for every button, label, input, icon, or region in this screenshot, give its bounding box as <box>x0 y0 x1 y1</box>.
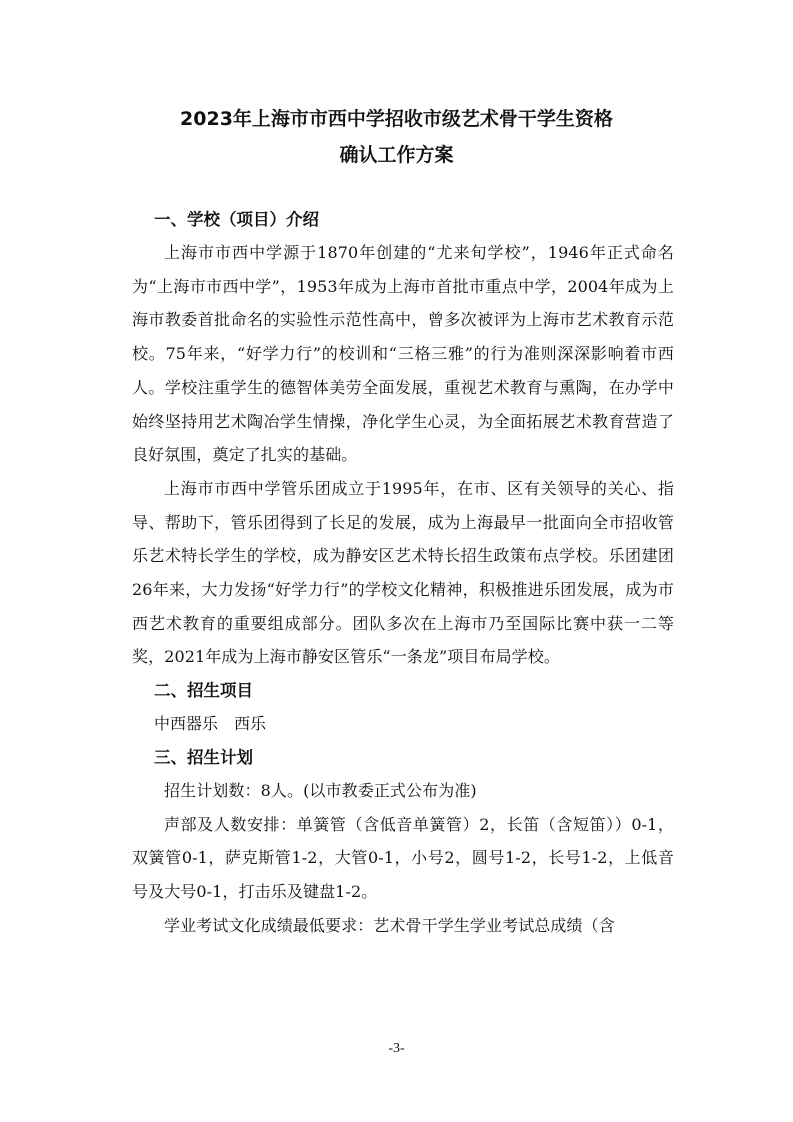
paragraph-score-requirement: 学业考试文化成绩最低要求：艺术骨干学生学业考试总成绩（含 <box>164 915 615 935</box>
programs-line: 中西器乐 西乐 <box>154 714 267 734</box>
paragraph-school-history: 上海市市西中学源于1870年创建的“尤来旬学校”，1946年正式命名为“上海市市西中学”，1953年成为上海市首批市重点中学，2004年成为上海市教委首批命名的实验性示范性高中，曾多次被评为上海市艺术教育示范校。75年来，“好学力行”的校训和“三格三雅”的行为准则深深影响着市西人。学校注重学生的德智体美劳全面发展，重视艺术教育与熏陶，在办学中始终坚持用艺术陶冶学生情操，净化学生心灵，为全面拓展艺术教育营造了良好氛围，奠定了扎实的基础。 <box>132 243 674 465</box>
section-heading-programs: 二、招生项目 <box>154 681 253 701</box>
page-number: -3- <box>388 1041 405 1056</box>
document-body <box>132 203 674 942</box>
paragraph-band-history: 上海市市西中学管乐团成立于1995年，在市、区有关领导的关心、指导、帮助下，管乐团得到了长足的发展，成为上海最早一批面向全市招收管乐艺术特长学生的学校，成为静安区艺术特长招生政策布点学校。乐团建团26年来，大力发扬“好学力行”的学校文化精神，积极推进乐团发展，成为市西艺术教育的重要组成部分。团队多次在上海市乃至国际比赛中获一二等奖，2021年成为上海市静安区管乐“一条龙”项目布局学校。 <box>132 478 674 667</box>
document-title-line-1: 2023年上海市市西中学招收市级艺术骨干学生资格 <box>180 108 613 130</box>
section-heading-plan: 三、招生计划 <box>154 747 253 767</box>
section-heading-intro: 一、学校（项目）介绍 <box>154 210 319 229</box>
paragraph-voice-parts: 声部及人数安排：单簧管（含低音单簧管）2，长笛（含短笛））0-1，双簧管0-1，萨克斯管1-2，大管0-1，小号2，圆号1-2，长号1-2，上低音号及大号0-1，打击乐及键盘1-2。 <box>132 814 674 901</box>
paragraph-plan-count: 招生计划数：8人。(以市教委正式公布为准) <box>164 780 477 800</box>
document-title-line-2: 确认工作方案 <box>339 144 454 166</box>
